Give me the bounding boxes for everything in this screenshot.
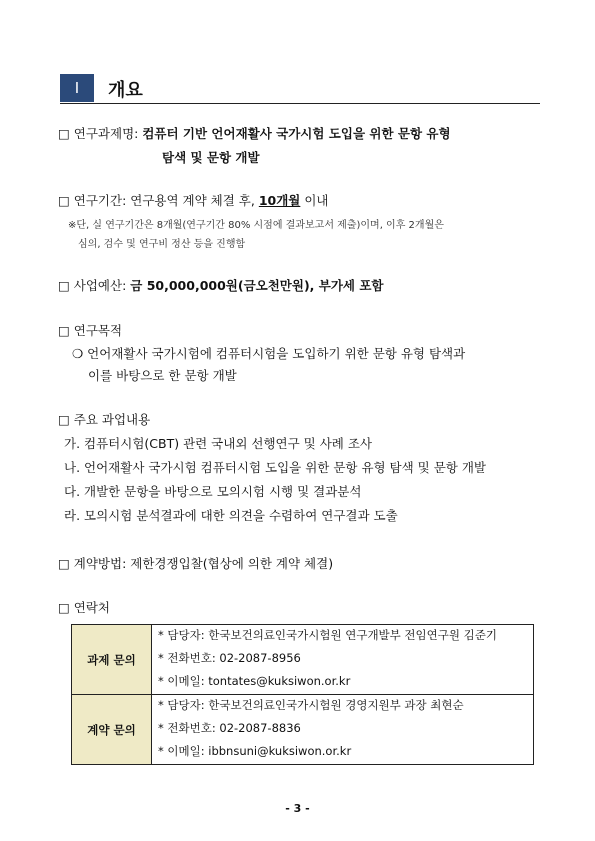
contact-person: * 담당자: 한국보건의료인국가시험원 경영지원부 과장 최현순 bbox=[158, 698, 464, 712]
section-number: Ⅰ bbox=[60, 74, 94, 102]
budget-row bbox=[58, 276, 384, 294]
period-note-line2: 심의, 검수 및 연구비 정산 등을 진행함 bbox=[78, 239, 246, 250]
project-label: □ 연구과제명: bbox=[58, 126, 143, 141]
contact-info bbox=[152, 695, 534, 765]
project-title-row bbox=[58, 124, 451, 142]
section-title: 개요 bbox=[108, 80, 143, 101]
section-header bbox=[60, 74, 540, 104]
table-row bbox=[72, 625, 534, 695]
budget-value: 금 50,000,000원(금오천만원), 부가세 포함 bbox=[130, 278, 384, 293]
period-suffix: 이내 bbox=[300, 193, 329, 208]
purpose-line2: 이를 바탕으로 한 문항 개발 bbox=[88, 368, 237, 383]
contact-email[interactable]: * 이메일: ibbnsuni@kuksiwon.or.kr bbox=[158, 744, 352, 758]
contact-info bbox=[152, 625, 534, 695]
contact-category: 계약 문의 bbox=[72, 695, 152, 765]
task-item: 나. 언어재활사 국가시험 컴퓨터시험 도입을 위한 문항 유형 탐색 및 문항 개발 bbox=[64, 460, 487, 475]
contact-phone: * 전화번호: 02-2087-8956 bbox=[158, 651, 301, 665]
task-item: 다. 개발한 문항을 바탕으로 모의시험 시행 및 결과분석 bbox=[64, 484, 362, 499]
contact-phone: * 전화번호: 02-2087-8836 bbox=[158, 721, 301, 735]
project-title-line1: 컴퓨터 기반 언어재활사 국가시험 도입을 위한 문항 유형 bbox=[142, 126, 451, 141]
table-row bbox=[72, 695, 534, 765]
page-number: - 3 - bbox=[285, 802, 310, 815]
task-item: 가. 컴퓨터시험(CBT) 관련 국내외 선행연구 및 사례 조사 bbox=[64, 436, 372, 451]
contact-person: * 담당자: 한국보건의료인국가시험원 연구개발부 전임연구원 김준기 bbox=[158, 628, 497, 642]
contact-table bbox=[71, 624, 534, 765]
period-note-line1: ※단, 실 연구기간은 8개월(연구기간 80% 시점에 결과보고서 제출)이며, 이후 2개월은 bbox=[68, 220, 444, 231]
contact-email[interactable]: * 이메일: tontates@kuksiwon.or.kr bbox=[158, 674, 351, 688]
project-title-line2: 탐색 및 문항 개발 bbox=[162, 150, 260, 165]
period-duration: 10개월 bbox=[258, 193, 301, 208]
budget-label: □ 사업예산: bbox=[58, 278, 131, 293]
period-label: □ 연구기간: 연구용역 계약 체결 후, bbox=[58, 193, 259, 208]
purpose-line1: ❍ 언어재활사 국가시험에 컴퓨터시험을 도입하기 위한 문항 유형 탐색과 bbox=[72, 346, 466, 361]
purpose-label: □ 연구목적 bbox=[58, 323, 123, 338]
task-item: 라. 모의시험 분석결과에 대한 의견을 수렴하여 연구결과 도출 bbox=[64, 508, 398, 523]
period-row bbox=[58, 191, 328, 209]
contact-label: □ 연락처 bbox=[58, 600, 111, 615]
tasks-label: □ 주요 과업내용 bbox=[58, 412, 151, 427]
contract-method: □ 계약방법: 제한경쟁입찰(협상에 의한 계약 체결) bbox=[58, 556, 334, 571]
contact-category: 과제 문의 bbox=[72, 625, 152, 695]
